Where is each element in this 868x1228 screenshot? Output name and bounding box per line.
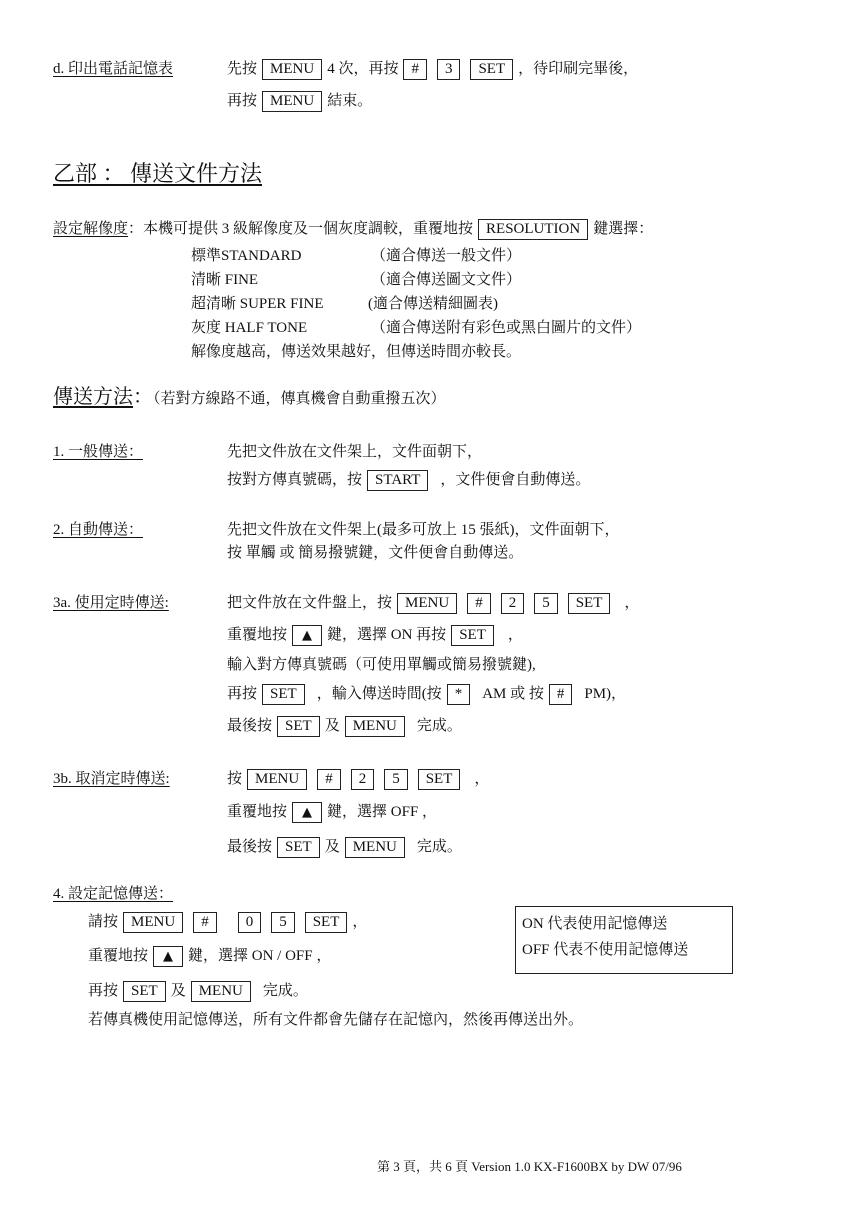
- method-heading: 傳送方法：（若對方線路不通，傳真機會自動重撥五次）: [53, 386, 446, 408]
- s4-line2: 重覆地按 ▲ 鍵，選擇 ON / OFF ，: [88, 946, 331, 967]
- s4-line4: 若傳真機使用記憶傳送，所有文件都會先儲存在記憶內，然後再傳送出外。: [88, 1012, 584, 1028]
- s2-line1: 先把文件放在文件架上(最多可放上 15 張紙)，文件面朝下，: [227, 522, 620, 538]
- hash-key: #: [403, 59, 427, 80]
- up-arrow-key-icon: ▲: [292, 625, 322, 646]
- s1-line2: 按對方傳真號碼，按 START ，文件便會自動傳送。: [227, 470, 590, 491]
- menu-key: MENU: [397, 593, 457, 614]
- resolution-option: 清晰 FINE: [191, 272, 259, 288]
- s3a-label: 3a. 使用定時傳送:: [53, 595, 169, 611]
- set-key: SET: [305, 912, 348, 933]
- note-line-on: ON 代表使用記憶傳送: [522, 916, 668, 932]
- resolution-summary: 解像度越高，傳送效果越好，但傳送時間亦較長。: [191, 344, 522, 360]
- set-key: SET: [568, 593, 611, 614]
- s3b-line1: 按 MENU # 2 5 SET ，: [227, 769, 489, 790]
- five-key: 5: [384, 769, 408, 790]
- s3a-line4: 再按 SET ，輸入傳送時間(按 * AM 或 按 # PM)，: [227, 684, 626, 705]
- menu-key: MENU: [247, 769, 307, 790]
- hash-key: #: [549, 684, 573, 705]
- up-arrow-key-icon: ▲: [153, 946, 183, 967]
- note-line-off: OFF 代表不使用記憶傳送: [522, 942, 689, 958]
- five-key: 5: [271, 912, 295, 933]
- resolution-option: 灰度 HALF TONE: [191, 320, 308, 336]
- resolution-intro: 設定解像度：本機可提供 3 級解像度及一個灰度調較，重覆地按 RESOLUTION 鍵選擇：: [53, 219, 653, 240]
- s2-label: 2. 自動傳送：: [53, 522, 144, 538]
- s3a-line5: 最後按 SET 及 MENU 完成。: [227, 716, 462, 737]
- two-key: 2: [351, 769, 375, 790]
- set-key: SET: [277, 716, 320, 737]
- set-key: SET: [418, 769, 461, 790]
- page-footer: 第 3 頁，共 6 頁 Version 1.0 KX-F1600BX by DW 07/96: [377, 1159, 682, 1174]
- memory-send-note-box: [515, 906, 733, 974]
- section-d-line2: 再按 MENU 結束。: [227, 91, 372, 112]
- s3b-line2: 重覆地按 ▲ 鍵，選擇 OFF ，: [227, 802, 437, 823]
- hash-key: #: [317, 769, 341, 790]
- s3a-line1: 把文件放在文件盤上，按 MENU # 2 5 SET ，: [227, 593, 639, 614]
- section-d-line1: 先按 MENU 4 次，再按 # 3 SET ，待印刷完畢後，: [227, 59, 638, 80]
- set-key: SET: [470, 59, 513, 80]
- menu-key: MENU: [262, 91, 322, 112]
- s4-line3: 再按 SET 及 MENU 完成。: [88, 981, 308, 1002]
- resolution-key: RESOLUTION: [478, 219, 588, 240]
- s2-line2: 按 單觸 或 簡易撥號鍵，文件便會自動傳送。: [227, 545, 524, 561]
- s3a-line2: 重覆地按 ▲ 鍵，選擇 ON 再按 SET ，: [227, 625, 523, 646]
- resolution-option-desc: （適合傳送圖文文件）: [371, 272, 522, 288]
- set-key: SET: [451, 625, 494, 646]
- s1-line1: 先把文件放在文件架上，文件面朝下，: [227, 444, 483, 460]
- menu-key: MENU: [262, 59, 322, 80]
- s3a-line3: 輸入對方傳真號碼（可使用單觸或簡易撥號鍵),: [227, 657, 536, 673]
- s4-label: 4. 設定記憶傳送：: [53, 886, 174, 902]
- set-key: SET: [262, 684, 305, 705]
- s4-line1: 請按 MENU # 0 5 SET ，: [88, 912, 367, 933]
- menu-key: MENU: [345, 837, 405, 858]
- resolution-option-desc: (適合傳送精細圖表): [368, 296, 498, 312]
- hash-key: #: [467, 593, 491, 614]
- s3b-line3: 最後按 SET 及 MENU 完成。: [227, 837, 462, 858]
- set-key: SET: [277, 837, 320, 858]
- three-key: 3: [437, 59, 461, 80]
- menu-key: MENU: [191, 981, 251, 1002]
- set-key: SET: [123, 981, 166, 1002]
- five-key: 5: [534, 593, 558, 614]
- resolution-option: 超清晰 SUPER FINE: [191, 296, 324, 312]
- part-b-title: 乙部 ： 傳送文件方法: [53, 161, 263, 186]
- star-key: *: [447, 684, 471, 705]
- menu-key: MENU: [345, 716, 405, 737]
- s1-label: 1. 一般傳送：: [53, 444, 144, 460]
- section-d-label: d. 印出電話記憶表: [53, 61, 174, 77]
- s3b-label: 3b. 取消定時傳送:: [53, 771, 170, 787]
- menu-key: MENU: [123, 912, 183, 933]
- resolution-option-desc: （適合傳送一般文件）: [371, 248, 522, 264]
- resolution-option: 標準STANDARD: [191, 248, 302, 264]
- hash-key: #: [193, 912, 217, 933]
- start-key: START: [367, 470, 428, 491]
- zero-key: 0: [238, 912, 262, 933]
- two-key: 2: [501, 593, 525, 614]
- up-arrow-key-icon: ▲: [292, 802, 322, 823]
- resolution-option-desc: （適合傳送附有彩色或黑白圖片的文件）: [371, 320, 642, 336]
